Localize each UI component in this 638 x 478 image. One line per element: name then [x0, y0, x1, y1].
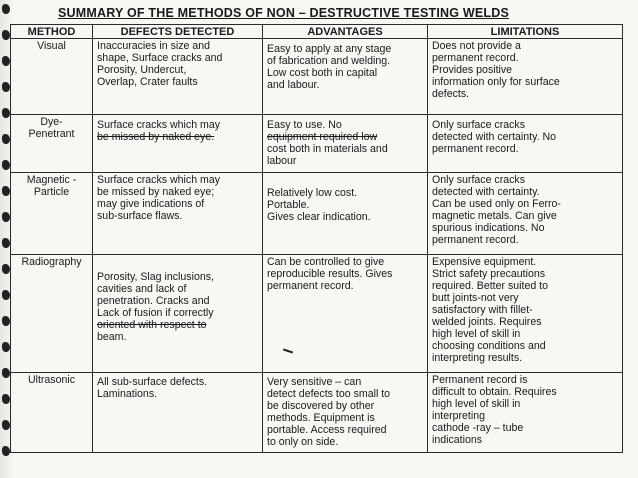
defects-line: shape, Surface cracks and: [97, 52, 223, 64]
advantages-cell: [263, 373, 428, 453]
limitations-line: cathode -ray – tube: [432, 422, 524, 434]
advantages-line: Very sensitive – can: [267, 376, 362, 388]
method-label: Ultrasonic: [27, 374, 76, 386]
method-cell: [11, 373, 93, 453]
defects-line: Lack of fusion if correctly: [97, 307, 214, 319]
advantages-line: cost both in materials and: [267, 143, 388, 155]
binding-hole: [2, 342, 10, 352]
binding-hole: [2, 160, 10, 170]
limitations-cell: [428, 115, 623, 173]
advantages-line: of fabrication and welding.: [267, 55, 391, 67]
defects-line: be missed by naked eye;: [97, 186, 215, 198]
method-label: Visual: [37, 40, 66, 52]
advantages-line: portable. Access required: [267, 424, 387, 436]
limitations-line: difficult to obtain. Requires: [432, 386, 557, 398]
limitations-line: choosing conditions and: [432, 340, 546, 352]
limitations-line: Strict safety precautions: [432, 268, 546, 280]
defects-cell: [93, 39, 263, 115]
table-row-ultrasonic: [11, 373, 623, 453]
limitations-line: welded joints. Requires: [432, 316, 542, 328]
table-row-magnetic-particle: [11, 173, 623, 255]
page-title: SUMMARY OF THE METHODS OF NON – DESTRUCTIVE TESTING WELDS: [58, 6, 509, 20]
limitations-line: detected with certainty. No: [432, 131, 557, 143]
advantages-line: permanent record.: [267, 280, 354, 292]
limitations-line: permanent record.: [432, 234, 519, 246]
defects-line: sub-surface flaws.: [97, 210, 183, 222]
binding-hole: [2, 4, 10, 14]
defects-cell: [93, 255, 263, 373]
binding-hole: [2, 108, 10, 118]
advantages-line: detect defects too small to: [267, 388, 391, 400]
binding-hole: [2, 420, 10, 430]
limitations-line: Permanent record is: [432, 374, 528, 386]
defects-line: Inaccuracies in size and: [97, 40, 211, 52]
limitations-line: permanent record.: [432, 143, 519, 155]
defects-line: beam.: [97, 331, 127, 343]
advantages-line: Easy to apply at any stage: [267, 43, 392, 55]
binding-hole: [2, 82, 10, 92]
binding-hole: [2, 30, 10, 40]
binding-hole: [2, 290, 10, 300]
limitations-line: required. Better suited to: [432, 280, 549, 292]
limitations-cell: [428, 173, 623, 255]
column-header-advantages: ADVANTAGES: [263, 25, 428, 39]
defects-line: penetration. Cracks and: [97, 295, 210, 307]
advantages-cell: [263, 115, 428, 173]
binding-hole: [2, 446, 10, 456]
limitations-line: spurious indications. No: [432, 222, 545, 234]
method-cell: [11, 39, 93, 115]
defects-line: Surface cracks which may: [97, 174, 221, 186]
binding-hole: [2, 212, 10, 222]
binding-hole: [2, 316, 10, 326]
advantages-line: Relatively low cost.: [267, 187, 358, 199]
method-label: Penetrant: [28, 128, 75, 140]
defects-cell: [93, 115, 263, 173]
method-label: Magnetic -: [26, 174, 77, 186]
advantages-line: labour: [267, 155, 297, 167]
advantages-line: be discovered by other: [267, 400, 375, 412]
limitations-line: Expensive equipment.: [432, 256, 537, 268]
advantages-line: and labour.: [267, 79, 320, 91]
limitations-line: butt joints-not very: [432, 292, 519, 304]
defects-line: oriented with respect to: [97, 319, 207, 331]
limitations-line: high level of skill in: [432, 398, 521, 410]
binding-hole: [2, 186, 10, 196]
binding-hole: [2, 368, 10, 378]
defects-line: All sub-surface defects.: [97, 376, 208, 388]
advantages-line: Easy to use. No: [267, 119, 342, 131]
defects-line: be missed by naked eye.: [97, 131, 215, 143]
limitations-line: Only surface cracks: [432, 119, 526, 131]
limitations-line: interpreting results.: [432, 352, 523, 364]
advantages-line: Low cost both in capital: [267, 67, 378, 79]
method-label: Particle: [33, 186, 70, 198]
limitations-line: magnetic metals. Can give: [432, 210, 557, 222]
table-row-dye-penetrant: [11, 115, 623, 173]
binding-hole: [2, 56, 10, 66]
defects-line: Laminations.: [97, 388, 158, 400]
limitations-line: Can be used only on Ferro-: [432, 198, 561, 210]
advantages-line: methods. Equipment is: [267, 412, 375, 424]
advantages-line: Portable.: [267, 199, 310, 211]
method-cell: [11, 173, 93, 255]
column-header-method: METHOD: [11, 25, 93, 39]
limitations-cell: [428, 255, 623, 373]
advantages-cell: [263, 39, 428, 115]
method-cell: [11, 255, 93, 373]
table-row-radiography: [11, 255, 623, 373]
ndt-summary-table: [10, 24, 623, 453]
advantages-line: equipment required low: [267, 131, 378, 143]
limitations-line: defects.: [432, 88, 470, 100]
defects-line: Porosity, Undercut,: [97, 64, 187, 76]
table-header-row: [11, 25, 623, 39]
table-row-visual: [11, 39, 623, 115]
limitations-cell: [428, 39, 623, 115]
advantages-line: to only on side.: [267, 436, 339, 448]
advantages-line: Gives clear indication.: [267, 211, 371, 223]
limitations-line: satisfactory with fillet-: [432, 304, 533, 316]
column-header-defects: DEFECTS DETECTED: [93, 25, 263, 39]
method-cell: [11, 115, 93, 173]
limitations-line: Provides positive: [432, 64, 513, 76]
limitations-line: detected with certainty.: [432, 186, 540, 198]
binding-hole: [2, 394, 10, 404]
limitations-line: permanent record.: [432, 52, 519, 64]
limitations-line: Only surface cracks: [432, 174, 526, 186]
defects-line: Overlap, Crater faults: [97, 76, 198, 88]
defects-line: may give indications of: [97, 198, 205, 210]
defects-cell: [93, 173, 263, 255]
method-label: Radiography: [21, 256, 82, 268]
column-header-limitations: LIMITATIONS: [428, 25, 623, 39]
advantages-cell: [263, 255, 428, 373]
method-label: Dye-: [40, 116, 63, 128]
limitations-line: indications: [432, 434, 483, 446]
binding-hole: [2, 238, 10, 248]
advantages-line: Can be controlled to give: [267, 256, 385, 268]
defects-line: Surface cracks which may: [97, 119, 221, 131]
defects-line: Porosity, Slag inclusions,: [97, 271, 214, 283]
advantages-line: reproducible results. Gives: [267, 268, 393, 280]
binding-hole: [2, 134, 10, 144]
limitations-line: Does not provide a: [432, 40, 521, 52]
defects-line: cavities and lack of: [97, 283, 187, 295]
binding-hole: [2, 264, 10, 274]
limitations-line: information only for surface: [432, 76, 560, 88]
defects-cell: [93, 373, 263, 453]
limitations-line: high level of skill in: [432, 328, 521, 340]
advantages-cell: [263, 173, 428, 255]
limitations-cell: [428, 373, 623, 453]
limitations-line: interpreting: [432, 410, 485, 422]
